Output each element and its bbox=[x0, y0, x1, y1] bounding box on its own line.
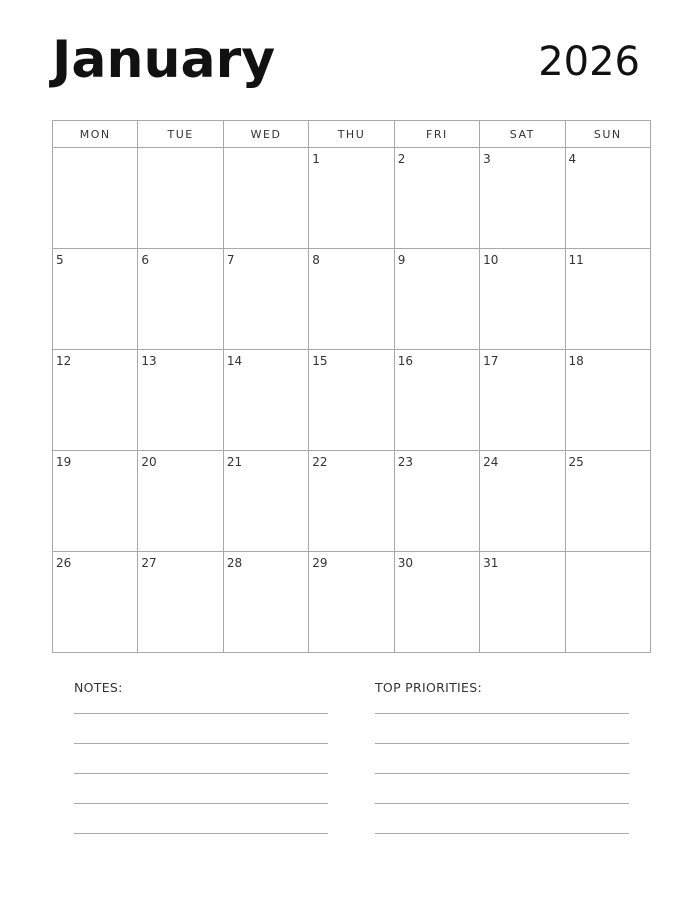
day-number: 15 bbox=[312, 354, 328, 368]
day-number: 30 bbox=[397, 556, 413, 570]
day-number: 18 bbox=[568, 354, 584, 368]
day-cell bbox=[394, 148, 479, 249]
priorities-title: TOP PRIORITIES: bbox=[375, 680, 482, 695]
weekday-header-row bbox=[53, 121, 651, 148]
weekday-fri: FRI bbox=[394, 121, 479, 148]
priorities-line bbox=[375, 803, 629, 804]
notes-title: NOTES: bbox=[74, 680, 123, 695]
day-cell bbox=[309, 148, 394, 249]
month-title: January bbox=[52, 30, 276, 90]
day-number: 26 bbox=[56, 556, 72, 570]
day-number bbox=[53, 148, 137, 152]
day-cell bbox=[394, 249, 479, 350]
day-number: 21 bbox=[226, 455, 243, 469]
day-cell bbox=[480, 148, 565, 249]
week-row-3 bbox=[53, 350, 651, 451]
day-cell bbox=[480, 350, 565, 451]
day-number bbox=[566, 552, 650, 556]
week-row-2 bbox=[53, 249, 651, 350]
day-cell bbox=[223, 451, 308, 552]
day-number: 19 bbox=[56, 455, 72, 469]
day-cell bbox=[223, 350, 308, 451]
day-cell bbox=[223, 249, 308, 350]
day-cell bbox=[565, 350, 650, 451]
weekday-sat: SAT bbox=[480, 121, 565, 148]
day-cell bbox=[53, 552, 138, 653]
day-cell bbox=[394, 350, 479, 451]
day-cell bbox=[309, 249, 394, 350]
notes-line bbox=[74, 713, 328, 714]
day-cell bbox=[309, 552, 394, 653]
day-number: 6 bbox=[141, 253, 150, 267]
day-number: 12 bbox=[56, 354, 72, 368]
weekday-mon: MON bbox=[53, 121, 138, 148]
priorities-line bbox=[375, 773, 629, 774]
day-number: 14 bbox=[226, 354, 243, 368]
day-number: 22 bbox=[312, 455, 328, 469]
day-number: 5 bbox=[56, 253, 64, 267]
weekday-sun: SUN bbox=[565, 121, 650, 148]
day-number: 4 bbox=[568, 152, 577, 166]
day-cell bbox=[53, 451, 138, 552]
day-number: 7 bbox=[226, 253, 235, 267]
day-number: 28 bbox=[226, 556, 243, 570]
notes-line bbox=[74, 803, 328, 804]
priorities-section bbox=[375, 680, 629, 834]
day-number: 23 bbox=[397, 455, 413, 469]
day-number bbox=[224, 148, 308, 152]
day-cell bbox=[480, 552, 565, 653]
weekday-thu: THU bbox=[309, 121, 394, 148]
notes-line bbox=[74, 743, 328, 744]
priorities-line bbox=[375, 713, 629, 714]
day-cell bbox=[565, 249, 650, 350]
day-number: 8 bbox=[312, 253, 320, 267]
day-number: 10 bbox=[483, 253, 499, 267]
day-number: 29 bbox=[312, 556, 328, 570]
day-cell bbox=[53, 249, 138, 350]
calendar-grid bbox=[52, 120, 651, 653]
day-number: 1 bbox=[312, 152, 320, 166]
week-row-5 bbox=[53, 552, 651, 653]
weekday-tue: TUE bbox=[138, 121, 223, 148]
day-cell bbox=[394, 451, 479, 552]
priorities-line bbox=[375, 743, 629, 744]
day-number: 13 bbox=[141, 354, 157, 368]
weekday-wed: WED bbox=[223, 121, 308, 148]
day-cell bbox=[53, 148, 138, 249]
week-row-4 bbox=[53, 451, 651, 552]
day-cell bbox=[138, 451, 223, 552]
day-cell bbox=[138, 350, 223, 451]
notes-line bbox=[74, 773, 328, 774]
day-number: 24 bbox=[483, 455, 499, 469]
day-number: 9 bbox=[397, 253, 406, 267]
day-cell bbox=[309, 350, 394, 451]
day-cell bbox=[223, 552, 308, 653]
day-cell bbox=[480, 451, 565, 552]
day-cell bbox=[565, 451, 650, 552]
day-cell bbox=[138, 552, 223, 653]
notes-section bbox=[74, 680, 328, 834]
priorities-line bbox=[375, 833, 629, 834]
day-cell bbox=[138, 249, 223, 350]
day-number: 2 bbox=[397, 152, 406, 166]
year-title: 2026 bbox=[538, 39, 640, 85]
day-number: 27 bbox=[141, 556, 157, 570]
day-number: 25 bbox=[568, 455, 584, 469]
week-row-1 bbox=[53, 148, 651, 249]
day-number: 20 bbox=[141, 455, 157, 469]
day-number: 3 bbox=[483, 152, 491, 166]
day-number: 11 bbox=[568, 253, 584, 267]
notes-line bbox=[74, 833, 328, 834]
day-number bbox=[138, 148, 222, 152]
day-cell bbox=[565, 552, 650, 653]
day-cell bbox=[53, 350, 138, 451]
day-cell bbox=[480, 249, 565, 350]
day-cell bbox=[394, 552, 479, 653]
day-cell bbox=[565, 148, 650, 249]
calendar-header bbox=[52, 28, 640, 98]
day-cell bbox=[138, 148, 223, 249]
day-cell bbox=[223, 148, 308, 249]
day-number: 31 bbox=[483, 556, 499, 570]
day-number: 16 bbox=[397, 354, 413, 368]
day-cell bbox=[309, 451, 394, 552]
day-number: 17 bbox=[483, 354, 499, 368]
